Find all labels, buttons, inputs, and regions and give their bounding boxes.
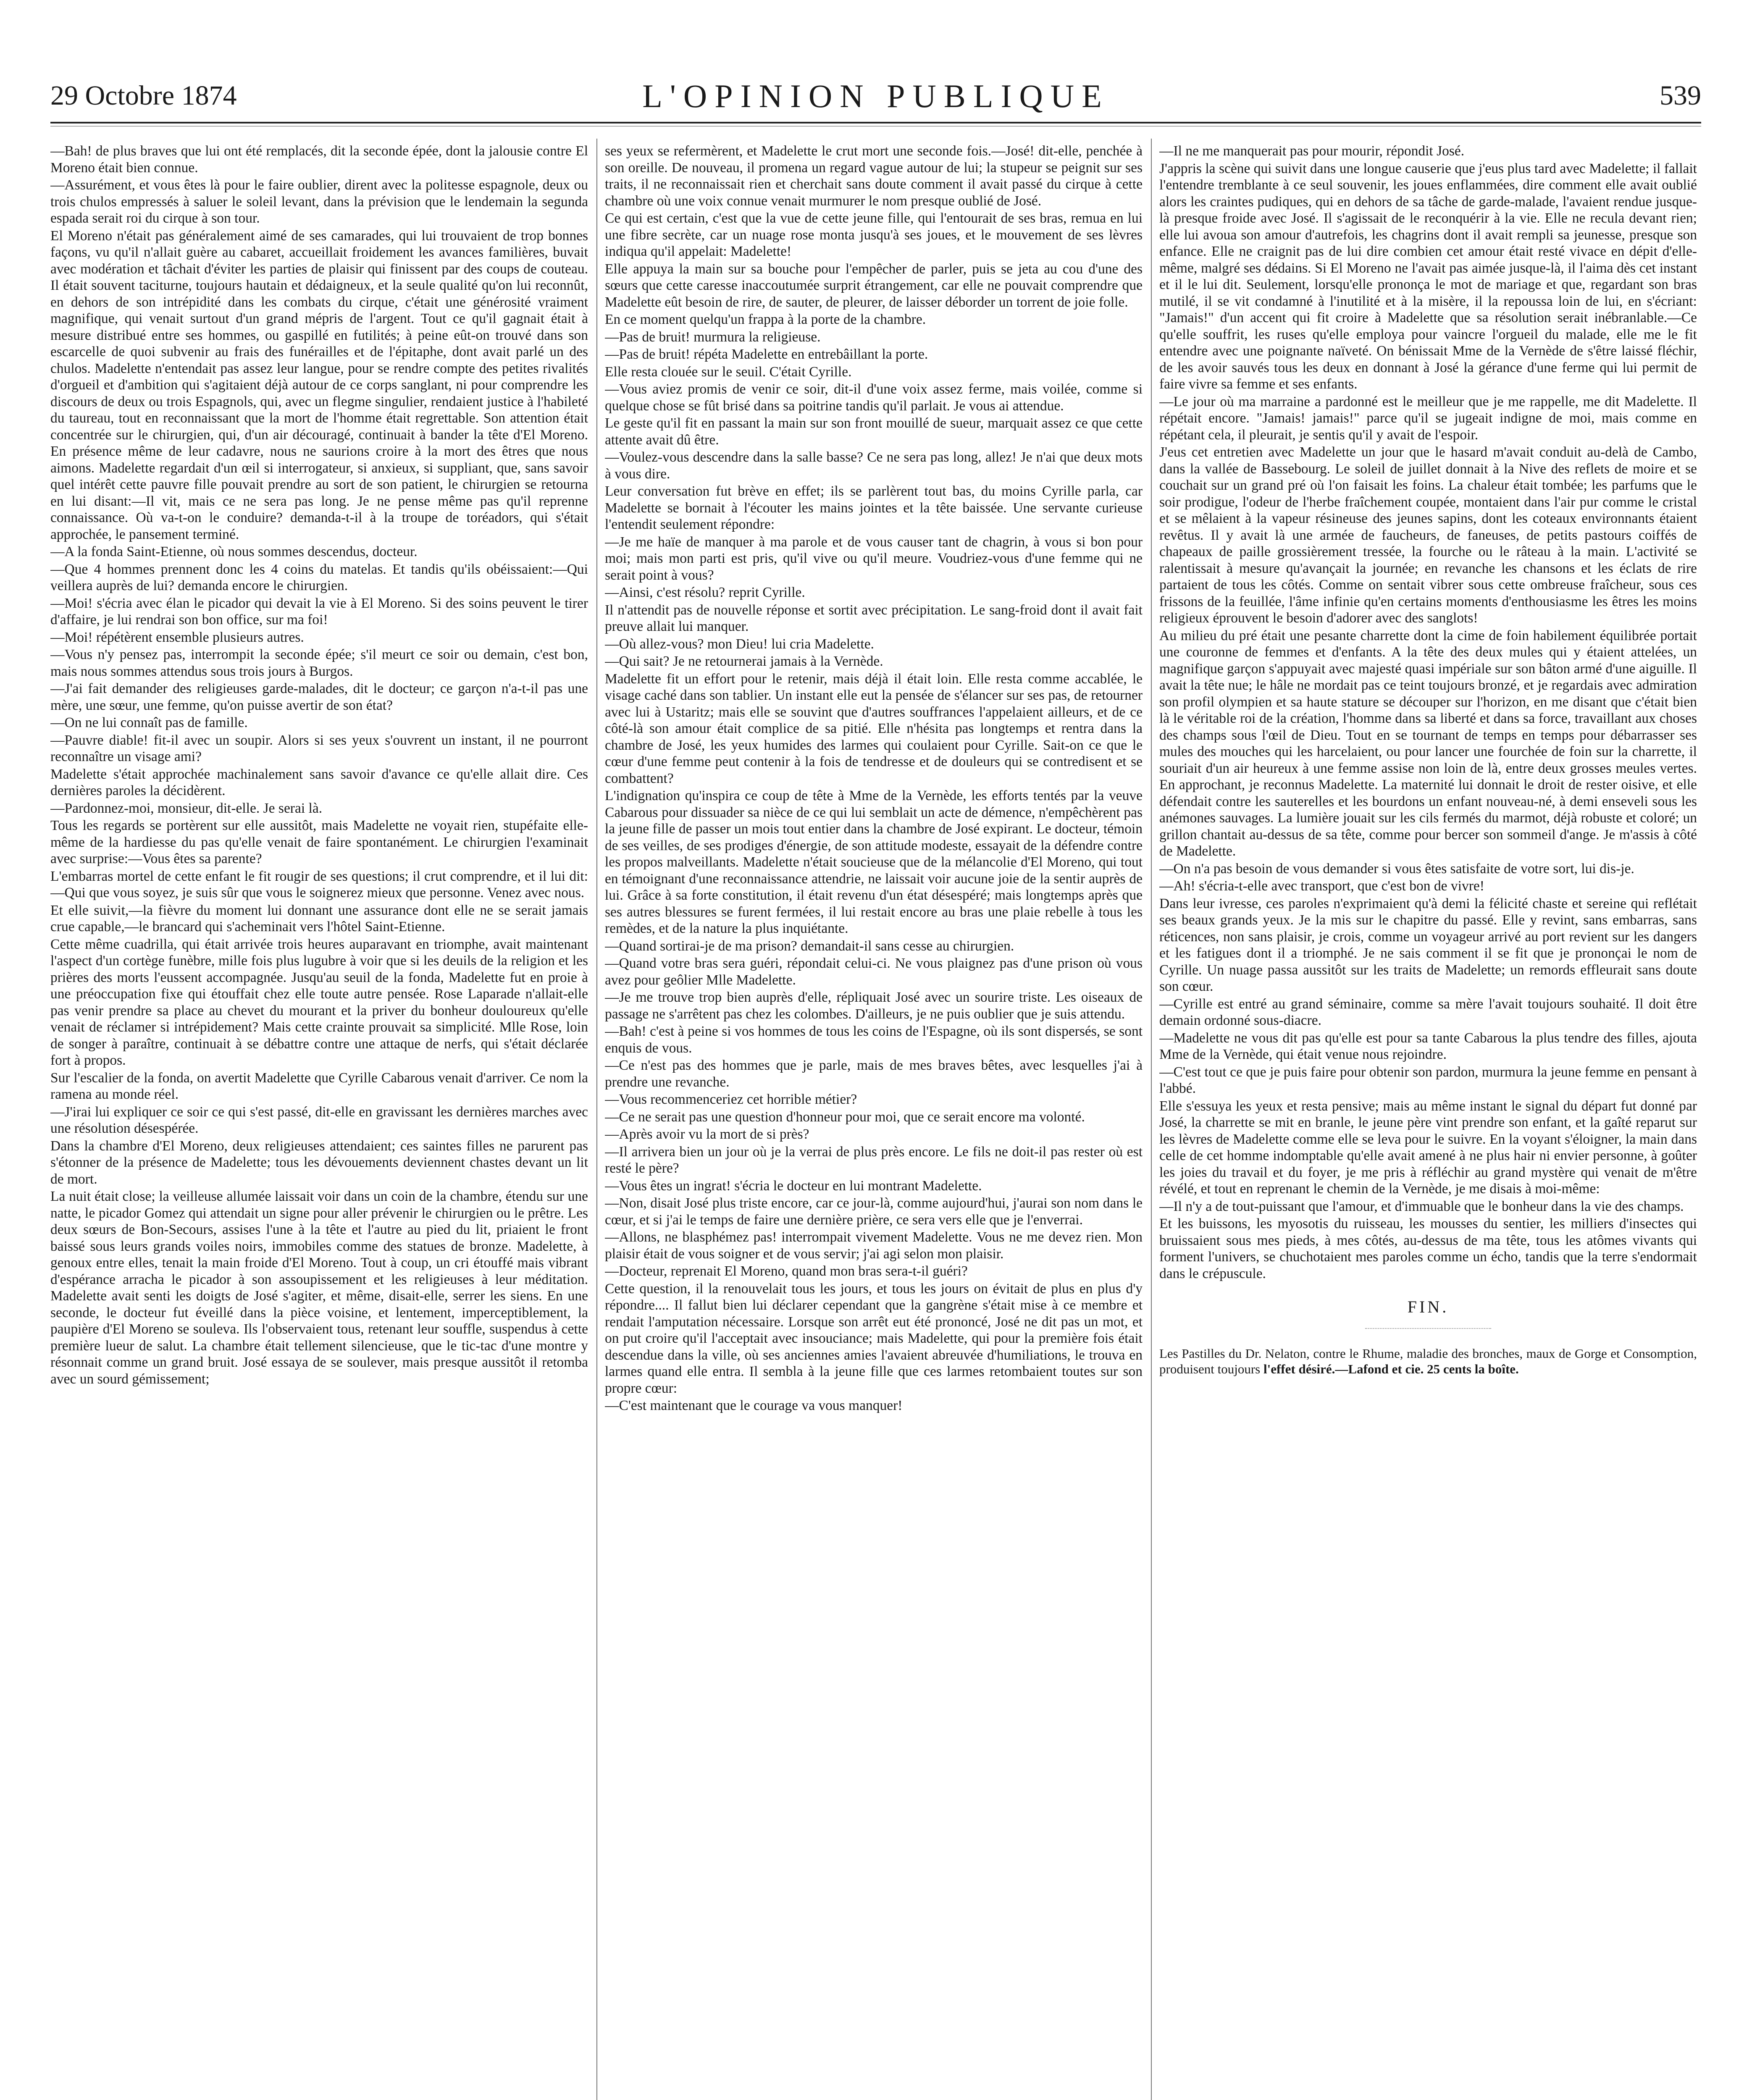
paragraph: —Assurément, et vous êtes là pour le faire oublier, dirent avec la politesse espagnole, deux ou trois chulos empressés à saluer le soleil levant, dans la prévision que le lendemain la segunda espada serait roi du cirque à son tour.	[50, 177, 588, 226]
paragraph: Dans leur ivresse, ces paroles n'exprimaient qu'à demi la félicité chaste et sereine qui reflétait ses beaux grands yeux. Je la mis sur le chapitre du passé. Elle y revint, sans embarras, sans réticences, non sans plaisir, je crois, comme un voyageur arrivé au port revient sur les dangers et les fatigues dont il a triomphé. Je ne sais comment il se fit que je prononçai le nom de Cyrille. Un nuage passa aussitôt sur les traits de Madelette; un remords effleurait sans doute son cœur.	[1159, 895, 1697, 994]
paragraph: ses yeux se refermèrent, et Madelette le crut mort une seconde fois.—José! dit-elle, penchée à son oreille. De nouveau, il promena un regard vague autour de lui; la stupeur se peignit sur ses traits, il ne reconnaissait rien et cherchait sans doute comment il avait passé du cirque à cette chambre où une voix connue venait murmurer le nom presque oublié de José.	[605, 143, 1143, 209]
paragraph: J'appris la scène qui suivit dans une longue causerie que j'eus plus tard avec Madelette; il fallait l'entendre tremblante à ce seul souvenir, les joues enflammées, dire comment elle avait oublié alors les craintes pudiques, qui en dehors de sa tâche de garde-malade, l'avaient rendue jusque-là presque froide avec José. Il s'agissait de le reconquérir à la vie. Elle ne recula devant rien; elle lui avoua son amour d'autrefois, les chagrins dont il avait rempli sa jeunesse, presque son enfance. Elle ne craignit pas de lui dire combien cet amour était resté vivace en dépit d'elle-même, malgré ses dédains. Si El Moreno ne l'avait pas aimée jusque-là, il l'aima dès cet instant et il le lui dit. Seulement, lorsqu'elle prononça le mot de mariage et que, regardant son bras mutilé, il se vit condamné à l'inutilité et à la misère, il la repoussa loin de lui, en s'écriant: "Jamais!" d'un accent qui fit croire à Madelette que sa résolution serait inébranlable.—Ce qu'elle souffrit, les ruses qu'elle employa pour vaincre l'orgueil du malade, elle me le fit entendre avec une poignante naïveté. On bénissait Mme de la Vernède de s'être laissé fléchir, de les avoir sauvés tous les deux en donnant à José la gérance d'une ferme qui lui permit de faire vivre sa femme et ses enfants.	[1159, 160, 1697, 392]
paragraph: —Ce ne serait pas une question d'honneur pour moi, que ce serait encore ma volonté.	[605, 1109, 1085, 1125]
paragraph: —Il ne me manquerait pas pour mourir, répondit José.	[1159, 143, 1465, 159]
paragraph: Madelette s'était approchée machinalement sans savoir d'avance ce qu'elle allait dire. Ces dernières paroles la décidèrent.	[50, 766, 588, 798]
paragraph: —Voulez-vous descendre dans la salle basse? Ce ne sera pas long, allez! Je n'ai que deux mots à vous dire.	[605, 449, 1143, 482]
paragraph: —On ne lui connaît pas de famille.	[50, 715, 248, 730]
paragraph: Sur l'escalier de la fonda, on avertit Madelette que Cyrille Cabarous venait d'arriver. Ce nom la ramena au monde réel.	[50, 1070, 588, 1102]
paragraph: —C'est tout ce que je puis faire pour obtenir son pardon, murmura la jeune femme en pensant à l'abbé.	[1159, 1064, 1697, 1096]
paragraph: Elle appuya la main sur sa bouche pour l'empêcher de parler, puis se jeta au cou d'une des sœurs que cette caresse inaccoutumée surprit étrangement, car elle ne pouvait comprendre que Madelette eût besoin de rire, de sauter, de pleurer, de laisser déborder un torrent de joie folle.	[605, 261, 1143, 310]
fin-mark: FIN.	[1407, 1297, 1449, 1316]
paragraph: Tous les regards se portèrent sur elle aussitôt, mais Madelette ne voyait rien, stupéfaite elle-même de la hardiesse du pas qu'elle venait de faire spontanément. Le chirurgien l'examinait avec surprise:—Vous êtes sa parente?	[50, 818, 588, 866]
column-3	[1159, 143, 1697, 2100]
paragraph: —Que 4 hommes prennent donc les 4 coins du matelas. Et tandis qu'ils obéissaient:—Qui veillera auprès de lui? demanda encore le chirurgien.	[50, 561, 588, 593]
paragraph: La nuit était close; la veilleuse allumée laissait voir dans un coin de la chambre, étendu sur une natte, le picador Gomez qui attendait un signe pour aller prévenir le chirurgien ou le prêtre. Les deux sœurs de Bon-Secours, assises l'une à la tête et l'autre au pied du lit, priaient le front baissé sous leurs grands voiles noirs, immobiles comme des statues de bronze. Madelette, à genoux entre elles, tenait la main froide d'El Moreno. Tout à coup, un cri étouffé mais vibrant d'espérance arracha le picador à son assoupissement et les religieuses à leur méditation. Madelette avait senti les doigts de José s'agiter, et même, disait-elle, serrer les siens. En une seconde, le docteur fut éveillé dans la pièce voisine, et lentement, imperceptiblement, la paupière d'El Moreno se souleva. Ils l'observaient tous, retenant leur souffle, suspendus à cette première lueur de salut. La chambre était tellement silencieuse, que le tic-tac d'une montre y résonnait comme un grand bruit. José essaya de se soulever, mais presque aussitôt il retomba avec un sourd gémissement;	[50, 1189, 588, 1387]
paragraph: Cette même cuadrilla, qui était arrivée trois heures auparavant en triomphe, avait maintenant l'aspect d'un cortège funèbre, mille fois plus lugubre à voir que si les deuils de la religion et les prières des morts l'eussent accompagnée. Jusqu'au seuil de la fonda, Madelette fut en proie à une préoccupation fixe qui étouffait chez elle toute autre pensée. Rose Laparade n'allait-elle pas venir prendre sa place au chevet du mourant et la priver du bonheur douloureux qu'elle venait de réclamer si intrépidement? Mais cette crainte prouvait sa simplicité. Mlle Rose, loin de songer à paraître, continuait à se débattre contre une attaque de nerfs, qui s'était déclarée fort à propos.	[50, 936, 588, 1068]
paragraph: —Pas de bruit! répéta Madelette en entrebâillant la porte.	[605, 346, 928, 362]
paragraph: Le geste qu'il fit en passant la main sur son front mouillé de sueur, marquait assez ce que cette attente avait dû être.	[605, 415, 1143, 448]
paragraph: —Quand votre bras sera guéri, répondait celui-ci. Ne vous plaignez pas d'une prison où vous avez pour geôlier Mlle Madelette.	[605, 956, 1143, 988]
column-divider	[1151, 139, 1152, 2100]
paragraph: —Ce n'est pas des hommes que je parle, mais de mes braves bêtes, avec lesquelles j'ai à prendre une revanche.	[605, 1058, 1143, 1090]
paragraph: Il n'attendit pas de nouvelle réponse et sortit avec précipitation. Le sang-froid dont il avait fait preuve allait lui manquer.	[605, 602, 1143, 634]
paragraph: —Après avoir vu la mort de si près?	[605, 1126, 809, 1142]
column-divider	[596, 139, 597, 2100]
paragraph: —Qui sait? Je ne retournerai jamais à la Vernède.	[605, 654, 883, 669]
paragraph: —Pauvre diable! fit-il avec un soupir. Alors si ses yeux s'ouvrent un instant, il ne pourront reconnaître un visage ami?	[50, 732, 588, 764]
paragraph: En ce moment quelqu'un frappa à la porte de la chambre.	[605, 312, 926, 327]
advertisement	[1159, 1346, 1697, 1377]
paragraph: L'indignation qu'inspira ce coup de tête à Mme de la Vernède, les efforts tentés par la veuve Cabarous pour dissuader sa nièce de ce qui lui semblait un acte de démence, n'empêchèrent pas la jeune fille de passer un mois tout entier dans la chambre de José expirant. Le docteur, témoin de ses veilles, de ses prodiges d'énergie, de son attitude modeste, essayait de la défendre contre les propos malveillants. Madelette n'était soucieuse que de la mélancolie d'El Moreno, qui tout en témoignant d'une reconnaissance attendrie, ne laissait voir aucune joie de la sentir auprès de lui. Grâce à sa forte constitution, il était revenu d'un état désespéré; mais longtemps après que ses autres blessures se furent fermées, il lui restait encore au bras une plaie rebelle à tous les remèdes, et de la nature la plus inquiétante.	[605, 788, 1143, 936]
fin-divider	[1365, 1328, 1491, 1329]
paragraph: —Le jour où ma marraine a pardonné est le meilleur que je me rappelle, me dit Madelette. Il répétait encore. "Jamais! jamais!" parce qu'il se jugeait indigne de moi, mais comme en répétant cela, il pleurait, je sentis qu'il y avait de l'espoir.	[1159, 394, 1697, 443]
advertisement-text: Les Pastilles du Dr. Nelaton, contre le Rhume, maladie des bronches, maux de Gorge et Consomption, produisent toujours	[1159, 1346, 1697, 1376]
paragraph: El Moreno n'était pas généralement aimé de ses camarades, qui lui trouvaient de trop bonnes façons, vu qu'il n'allait guère au cabaret, accueillait froidement les avances familières, buvait avec modération et tâchait d'éviter les parties de plaisir qui finissent par des coups de couteau. Il était souvent taciturne, toujours hautain et dédaigneux, et la seule qualité qu'on lui reconnût, en dehors de son intrépidité dans les combats du cirque, c'était une générosité vraiment magnifique, qui venait surtout d'un grand mépris de l'argent. Tout ce qu'il gagnait était à mesure distribué entre ses hommes, ou gaspillé en futilités; à peine eût-on trouvé dans son escarcelle de quoi subvenir au frais des funérailles et de l'épitaphe, dont avait parlé un des chulos. Madelette n'entendait pas assez leur langue, pour se rendre compte des petites rivalités d'orgueil et d'ambition qui s'agitaient déjà autour de ce corps sanglant, ni pour comprendre les discours de deux ou trois Espagnols, qui, avec un flegme singulier, rendaient justice à l'habileté du taureau, tout en reconnaissant que la mort de l'homme était regrettable. Son attention était concentrée sur le chirurgien, qui, d'un air découragé, continuait à bander la tête d'El Moreno. En présence même de leur cadavre, nous ne saurions croire à la mort des êtres que nous aimons. Madelette regardait d'un œil si interrogateur, si anxieux, si suppliant, que, sans savoir quel intérêt cette pauvre fille pouvait prendre au sort de son patient, le chirurgien se retourna en lui disant:—Il vit, mais ce ne sera pas long. Je ne pense même pas qu'il reprenne connaissance. Où va-t-on le conduire? demanda-t-il à la troupe de toréadors, qui s'était approchée, le pansement terminé.	[50, 228, 588, 542]
paragraph: —J'ai fait demander des religieuses garde-malades, dit le docteur; ce garçon n'a-t-il pas une mère, une sœur, une femme, qu'on puisse avertir de son état?	[50, 681, 588, 713]
newspaper-title: L'OPINION PUBLIQUE	[642, 78, 1109, 114]
column-1	[50, 143, 588, 2100]
column-2	[605, 143, 1143, 2100]
advertisement-bold: l'effet désiré.—Lafond et cie. 25 cents la boîte.	[1263, 1361, 1519, 1376]
paragraph: —Il n'y a de tout-puissant que l'amour, et d'immuable que le bonheur dans la vie des champs.	[1159, 1198, 1684, 1214]
paragraph: —Ah! s'écria-t-elle avec transport, que c'est bon de vivre!	[1159, 878, 1484, 894]
paragraph: —Il arrivera bien un jour où je la verrai de plus près encore. Le fils ne doit-il pas rester où est resté le père?	[605, 1144, 1143, 1176]
page-header	[50, 71, 1701, 122]
paragraph: L'embarras mortel de cette enfant le fit rougir de ses questions; il crut comprendre, et il lui dit:—Qui que vous soyez, je suis sûr que vous le soignerez mieux que personne. Venez avec nous.	[50, 868, 588, 900]
paragraph: —On n'a pas besoin de vous demander si vous êtes satisfaite de votre sort, lui dis-je.	[1159, 861, 1634, 877]
paragraph: Madelette fit un effort pour le retenir, mais déjà il était loin. Elle resta comme accablée, le visage caché dans son tablier. Un instant elle eut la pensée de s'élancer sur ses pas, de retourner avec lui à Ustaritz; mais elle se souvint que d'autres souffrances l'appelaient ailleurs, et de ce côté-là son amour était complice de sa pitié. Elle n'hésita pas longtemps et rentra dans la chambre de José, les yeux humides des larmes qui coulaient pour Cyrille. Sait-on ce que le cœur d'une femme peut contenir à la fois de tendresse et de douleurs qui se contredisent et se combattent?	[605, 671, 1143, 786]
paragraph: —J'irai lui expliquer ce soir ce qui s'est passé, dit-elle en gravissant les dernières marches avec une résolution désespérée.	[50, 1104, 588, 1136]
paragraph: —A la fonda Saint-Etienne, où nous sommes descendus, docteur.	[50, 544, 418, 559]
issue-date: 29 Octobre 1874	[50, 80, 237, 111]
paragraph: Cette question, il la renouvelait tous les jours, et tous les jours on évitait de plus en plus d'y répondre.... Il fallut bien lui déclarer cependant que la gangrène s'était mise à ce membre et rendait l'amputation nécessaire. Lorsque son arrêt eut été prononcé, José ne dit pas un mot, et on put croire qu'il l'acceptait avec insouciance; mais Madelette, qui pour la première fois était descendue dans la ville, où ses anciennes amies l'avaient abreuvée d'humiliations, le trouva en larmes quand elle entra. Il sembla à la jeune fille que ces larmes retombaient toutes sur son propre cœur:	[605, 1281, 1143, 1396]
paragraph: Leur conversation fut brève en effet; ils se parlèrent tout bas, du moins Cyrille parla, car Madelette se bornait à l'écouter les mains jointes et la tête baissée. Une servante curieuse l'entendit seulement répondre:	[605, 483, 1143, 532]
paragraph: —Vous n'y pensez pas, interrompit la seconde épée; s'il meurt ce soir ou demain, c'est bon, mais nous sommes attendus sous trois jours à Burgos.	[50, 647, 588, 679]
paragraph: —Docteur, reprenait El Moreno, quand mon bras sera-t-il guéri?	[605, 1263, 968, 1279]
paragraph: —Je me trouve trop bien auprès d'elle, répliquait José avec un sourire triste. Les oiseaux de passage ne s'arrêtent pas chez les colombes. D'ailleurs, je ne puis oublier que je suis attendu.	[605, 990, 1143, 1022]
paragraph: —Allons, ne blasphémez pas! interrompait vivement Madelette. Vous ne me devez rien. Mon plaisir était de vous soigner et de vous servir; j'ai agi selon mon plaisir.	[605, 1229, 1143, 1262]
paragraph: —Moi! s'écria avec élan le picador qui devait la vie à El Moreno. Si des soins peuvent le tirer d'affaire, je lui rendrai son bon office, sur ma foi!	[50, 595, 588, 627]
page-number: 539	[1660, 80, 1701, 111]
paragraph: —Ainsi, c'est résolu? reprit Cyrille.	[605, 585, 805, 600]
paragraph: —Vous êtes un ingrat! s'écria le docteur en lui montrant Madelette.	[605, 1178, 982, 1194]
paragraph: Dans la chambre d'El Moreno, deux religieuses attendaient; ces saintes filles ne parurent pas s'étonner de la présence de Madelette; tous les dévouements deviennent chastes devant un lit de mort.	[50, 1138, 588, 1187]
paragraph: Elle s'essuya les yeux et resta pensive; mais au même instant le signal du départ fut donné par José, la charrette se mit en branle, le jeune père vint prendre son enfant, et la gaîté reparut sur les lèvres de Madelette comme elle se leva pour le suivre. En la voyant s'éloigner, la main dans celle de cet homme indomptable qu'elle avait amené à ne plus hair ni envier personne, à goûter les joies du travail et du foyer, je me pris à réfléchir au grand mystère qui venait de m'être révélé, et tout en reprenant le chemin de la Vernède, je me disais à moi-même:	[1159, 1098, 1697, 1197]
paragraph: —Bah! de plus braves que lui ont été remplacés, dit la seconde épée, dont la jalousie contre El Moreno était bien connue.	[50, 143, 588, 176]
paragraph: —Bah! c'est à peine si vos hommes de tous les coins de l'Espagne, où ils sont dispersés, se sont enquis de vous.	[605, 1024, 1143, 1056]
paragraph: —Je me haïe de manquer à ma parole et de vous causer tant de chagrin, à vous si bon pour moi; mais mon parti est pris, qu'il vive ou qu'il meure. Voudriez-vous d'une femme qui ne serait point à vous?	[605, 534, 1143, 583]
paragraph: Elle resta clouée sur le seuil. C'était Cyrille.	[605, 364, 852, 380]
paragraph: —Vous aviez promis de venir ce soir, dit-il d'une voix assez ferme, mais voilée, comme si quelque chose se fût brisé dans sa poitrine tandis qu'il parlait. Je vous ai attendue.	[605, 381, 1143, 414]
paragraph: Au milieu du pré était une pesante charrette dont la cime de foin habilement équilibrée portait une couronne de femmes et d'enfants. A la tête des deux mules qui y étaient attelées, un magnifique garçon s'appuyait avec majesté quasi impériale sur son bâton armé d'une aiguille. Il avait la tête nue; le hâle ne mordait pas ce teint toujours bronzé, et je regardais avec admiration son profil olympien et sa haute stature se découper sur l'horizon, en me disant que c'était bien là le véritable roi de la création, l'homme dans sa liberté et dans sa force, travaillant aux choses des champs sous l'œil de Dieu. Tout en se tournant de temps en temps pour débarrasser ses mules des mouches qui les harcelaient, ou pour lancer une fourchée de foin sur la charrette, il souriait d'un air heureux à une femme assise non loin de là, entre deux grosses meules vertes. En approchant, je reconnus Madelette. La maternité lui donnait le droit de rester oisive, et elle défendait contre les sauterelles et les bourdons un enfant nouveau-né, à demi enseveli sous les anémones sauvages. La lumière jouait sur les cils fermés du marmot, déjà robuste et coloré; un grillon chantait au-dessus de sa tête, comme pour bercer son sommeil d'ange. Je m'assis à côté de Madelette.	[1159, 627, 1697, 859]
paragraph: Et les buissons, les myosotis du ruisseau, les mousses du sentier, les milliers d'insectes qui bruissaient sous mes pieds, à mes côtés, au-dessus de ma tête, tous les atômes vivants qui forment l'univers, se chuchotaient mes paroles comme un écho, tandis que la terre s'endormait dans le crépuscule.	[1159, 1216, 1697, 1281]
paragraph: —Pardonnez-moi, monsieur, dit-elle. Je serai là.	[50, 800, 323, 816]
paragraph: Ce qui est certain, c'est que la vue de cette jeune fille, qui l'entourait de ses bras, remua en lui une fibre secrète, car un nuage rose monta jusqu'à ses joues, et le mouvement de ses lèvres indiqua qu'il appelait: Madelette!	[605, 210, 1143, 259]
paragraph: —Quand sortirai-je de ma prison? demandait-il sans cesse au chirurgien.	[605, 938, 1014, 954]
paragraph: —Moi! répétèrent ensemble plusieurs autres.	[50, 629, 304, 645]
column-3-body	[1159, 143, 1697, 1282]
header-rule	[50, 122, 1701, 123]
paragraph: —C'est maintenant que le courage va vous manquer!	[605, 1398, 903, 1413]
paragraph: —Non, disait José plus triste encore, car ce jour-là, comme aujourd'hui, j'aurai son nom dans le cœur, et si j'ai le temps de faire une dernière prière, ce sera vers elle que je l'enverrai.	[605, 1195, 1143, 1228]
paragraph: —Pas de bruit! murmura la religieuse.	[605, 329, 821, 345]
paragraph: —Cyrille est entré au grand séminaire, comme sa mère l'avait toujours souhaité. Il doit être demain ordonné sous-diacre.	[1159, 996, 1697, 1028]
paragraph: —Madelette ne vous dit pas qu'elle est pour sa tante Cabarous la plus tendre des filles, ajouta Mme de la Vernède, qui était venue nous rejoindre.	[1159, 1030, 1697, 1062]
paragraph: —Vous recommenceriez cet horrible métier?	[605, 1092, 857, 1107]
paragraph: J'eus cet entretien avec Madelette un jour que le hasard m'avait conduit au-delà de Cambo, dans la vallée de Bassebourg. Le soleil de juillet donnait à la Nive des reflets de moire et se couchait sur un grand pré où l'on faisait les foins. La chaleur était tombée; les parfums que le soir prodigue, l'odeur de l'herbe fraîchement coupée, montaient dans l'air pur comme le cristal et se mêlaient à la vapeur résineuse des jeunes sapins, dont les coteaux environnants étaient revêtus. Il y avait là une armée de faucheurs, de faneuses, de petits pastours coiffés de chapeaux de paille grossièrement tressée, la fourche ou le râteau à la main. L'activité se ralentissait à mesure qu'avançait la journée; en revanche les chansons et les éclats de rire partaient de tous les côtés. Comme on sentait vibrer sous cette ombreuse fraîcheur, sous ces frissons de la feuillée, l'âme infinie qu'en certains moments d'enthousiasme les êtres les moins religieux éprouvent le besoin d'adorer avec des sanglots!	[1159, 444, 1697, 626]
paragraph: —Où allez-vous? mon Dieu! lui cria Madelette.	[605, 636, 874, 652]
paragraph: Et elle suivit,—la fièvre du moment lui donnant une assurance dont elle ne se serait jamais crue capable,—le brancard qui s'acheminait vers l'hôtel Saint-Etienne.	[50, 902, 588, 934]
